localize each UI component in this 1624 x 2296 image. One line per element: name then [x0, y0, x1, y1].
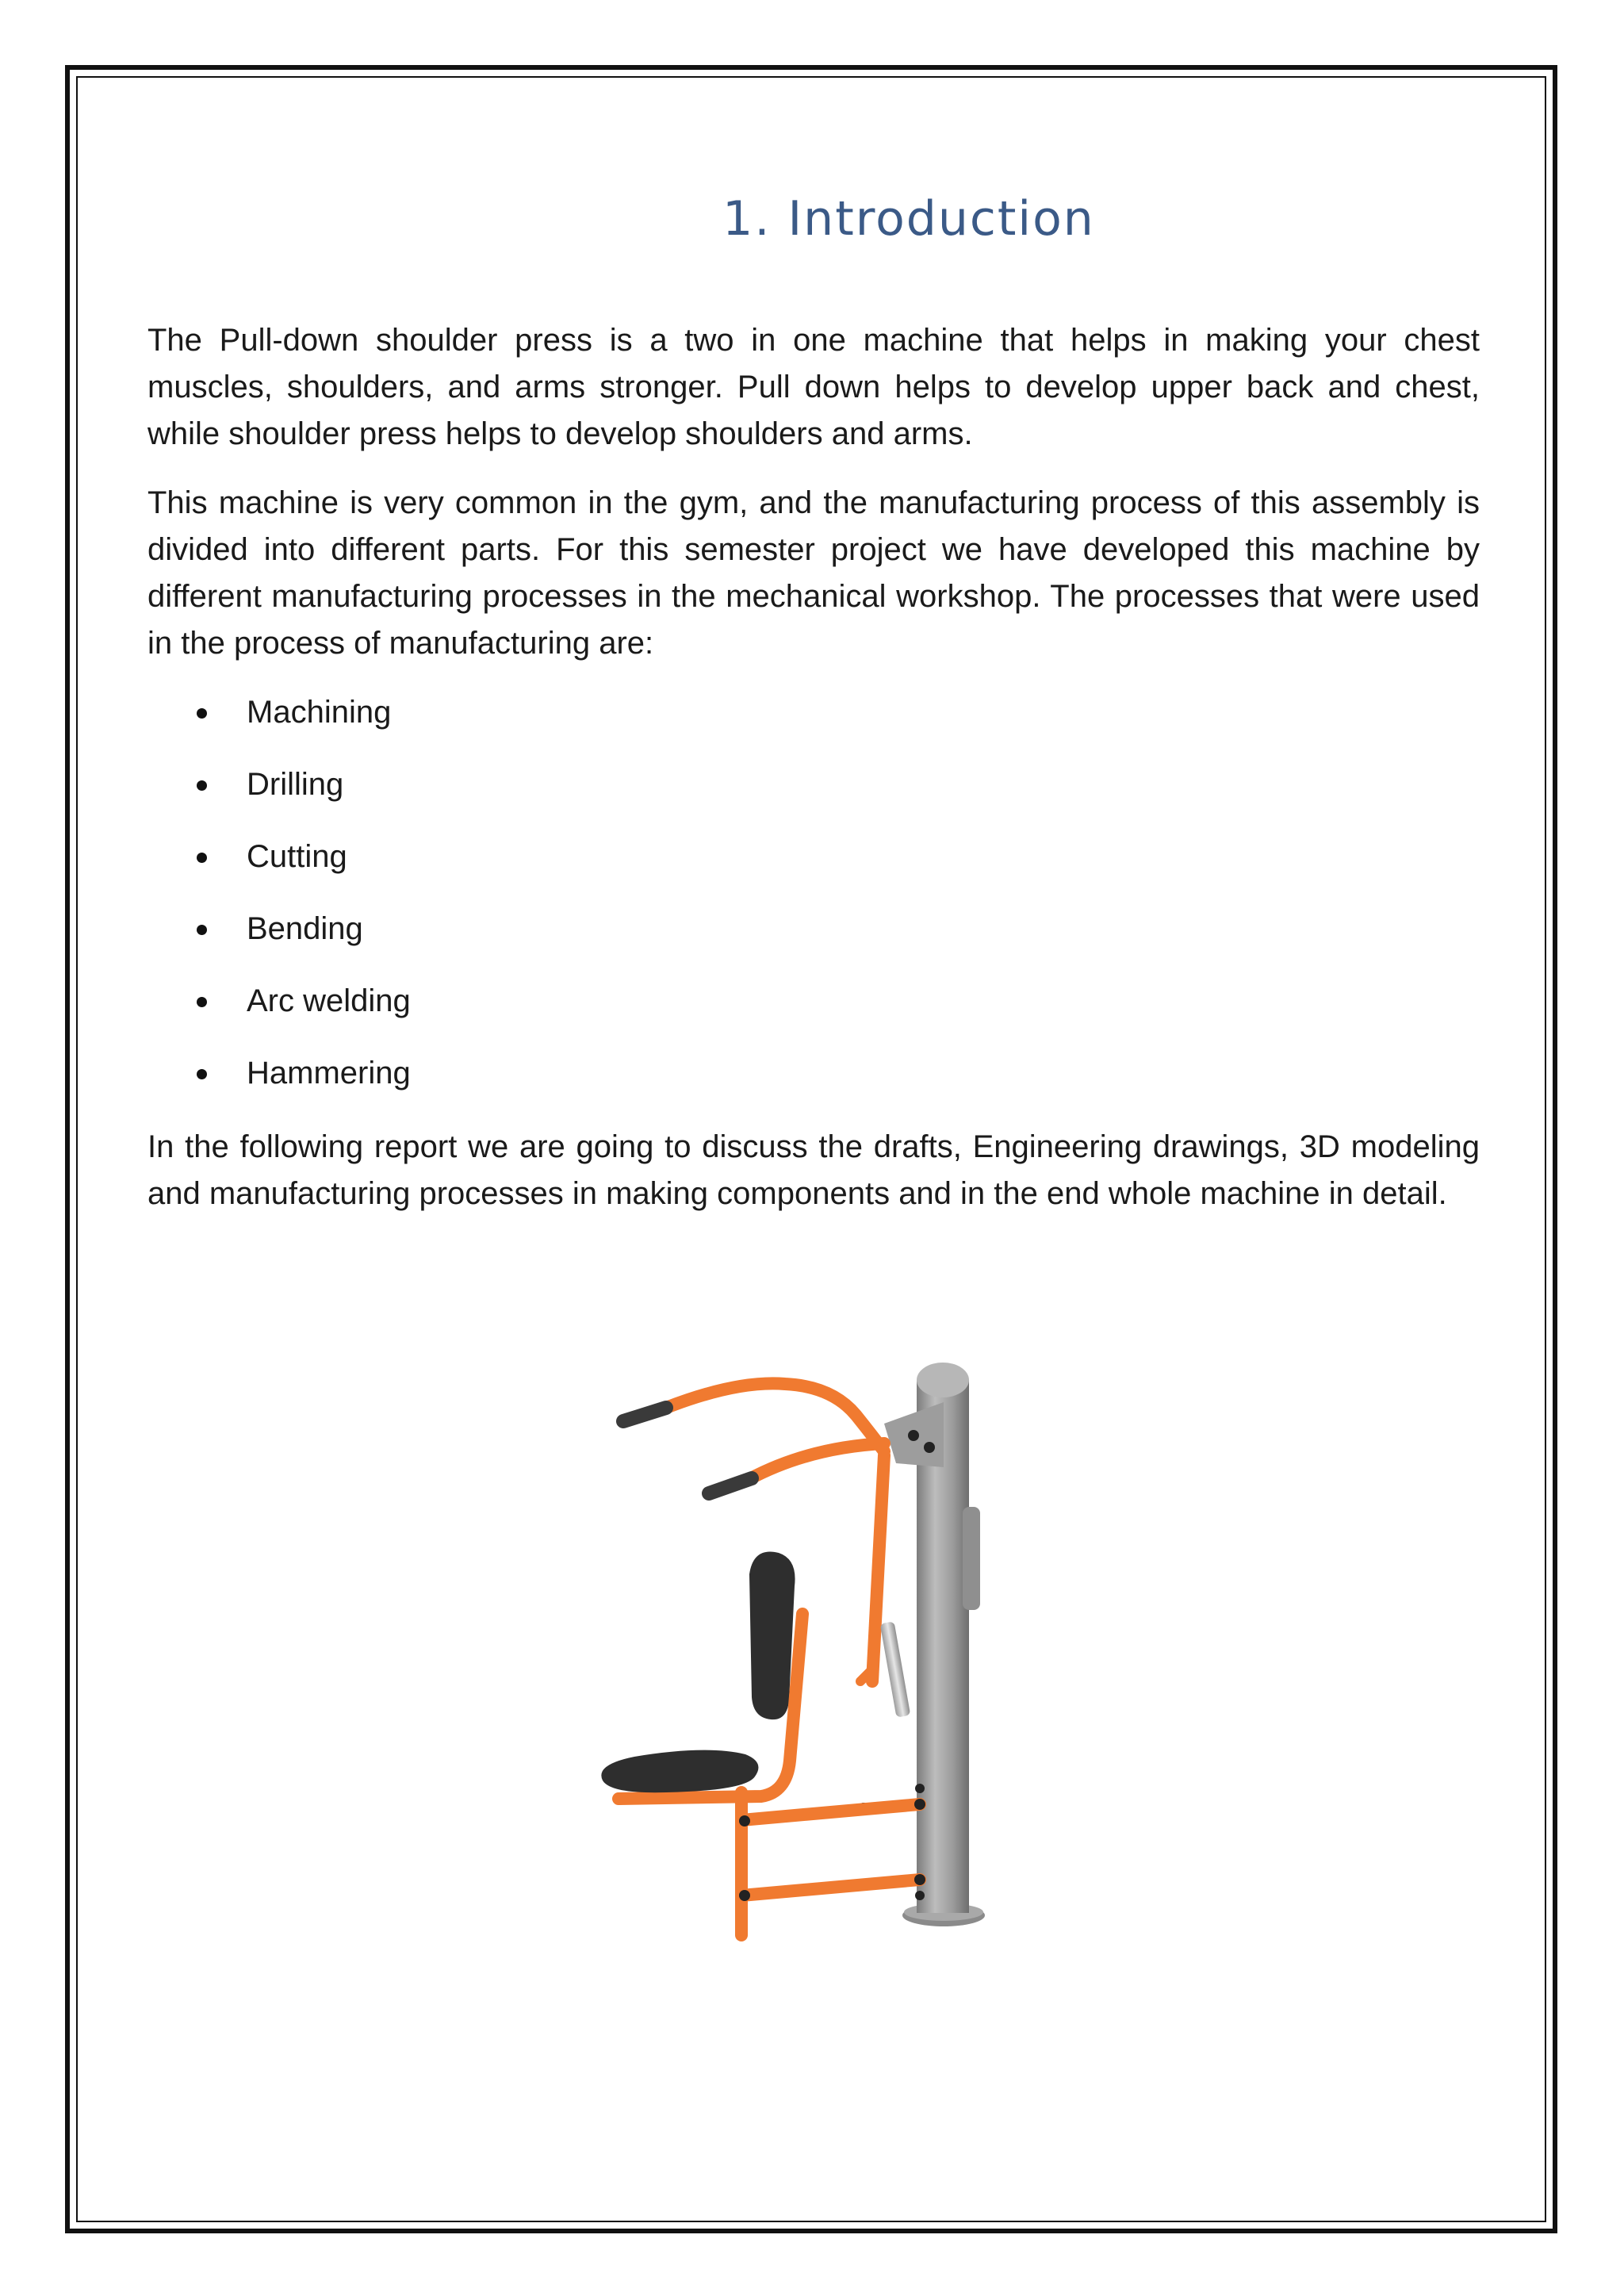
backrest-pad — [749, 1552, 795, 1720]
list-item — [147, 906, 1480, 953]
list-item-label: Hammering — [247, 1056, 411, 1091]
bullet-icon — [197, 853, 207, 863]
seat-pad — [601, 1750, 758, 1793]
list-item — [147, 978, 1480, 1025]
lever-arm — [872, 1455, 884, 1681]
list-item-label: Drilling — [247, 767, 344, 802]
page-content — [147, 190, 1480, 1240]
lower-handle-bar — [749, 1443, 884, 1479]
bullet-icon — [197, 997, 207, 1007]
process-list — [147, 689, 1480, 1097]
intro-paragraph-2: This machine is very common in the gym, and the manufacturing process of this assembly is divided into different parts. For this semester project we have developed this machine by different manufacturing processes in the mechanical workshop. The processes that were used in the process of manufacturing are: — [147, 485, 1480, 661]
lower-grip — [709, 1478, 752, 1493]
bullet-icon — [197, 925, 207, 935]
list-item-label: Machining — [247, 695, 392, 730]
lower-frame-bar-2 — [741, 1880, 920, 1895]
list-item-label: Arc welding — [247, 983, 411, 1018]
list-item — [147, 1050, 1480, 1097]
section-heading: 1. Introduction — [722, 191, 1095, 247]
gas-spring — [880, 1621, 911, 1717]
machine-illustration — [571, 1348, 999, 1959]
list-item — [147, 761, 1480, 808]
list-item — [147, 834, 1480, 880]
bullet-icon — [197, 1069, 207, 1079]
list-item-label: Bending — [247, 911, 363, 946]
lower-frame-bar-1 — [741, 1804, 920, 1820]
list-item — [147, 689, 1480, 736]
list-item-label: Cutting — [247, 839, 347, 874]
bullet-icon — [197, 708, 207, 719]
intro-paragraph-1: The Pull-down shoulder press is a two in one machine that helps in making your chest muscles, shoulders, and arms stronger. Pull down helps to develop upper back and chest, while shoulder press helps to develop shoulders and arms. — [147, 323, 1480, 451]
bullet-icon — [197, 780, 207, 791]
closing-paragraph: In the following report we are going to discuss the drafts, Engineering drawings, 3D modeling and manufacturing processes in making components and in the end whole machine in detail. — [147, 1129, 1480, 1211]
upper-grip — [623, 1408, 666, 1421]
